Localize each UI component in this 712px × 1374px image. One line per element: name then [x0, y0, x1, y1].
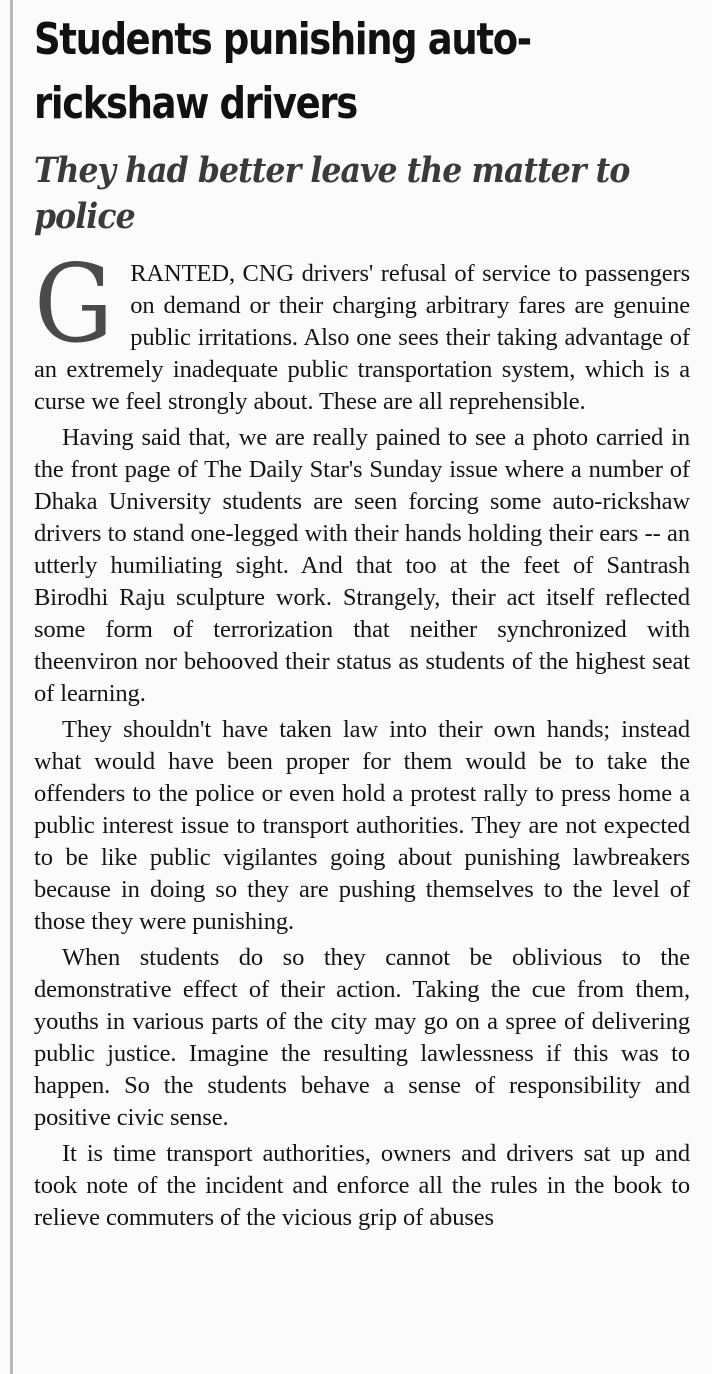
headline: Students punishing auto-rickshaw drivers	[34, 14, 531, 129]
paragraph-2: Having said that, we are really pained to see a photo carried in the front page of The Daily Star's Sunday issue where a number of Dhaka University students are seen forcing some auto-rickshaw drivers to stand one-legged with their hands holding their ears -- an utterly humiliating sight. And that too at the feet of Santrash Birodhi Raju sculpture work. Strangely, their act itself reflected some form of terrorization that neither synchronized with theenviron nor behooved their status as students of the highest seat of learning.	[34, 424, 690, 707]
article-body	[34, 242, 690, 1234]
paragraph-3: They shouldn't have taken law into their own hands; instead what would have been proper for them would be to take the offenders to the police or even hold a protest rally to press home a public interest issue to transport authorities. They are not expected to be like public vigilantes going about punishing lawbreakers because in doing so they are pushing themselves to the level of those they were punishing.	[34, 716, 690, 935]
paragraph-5: It is time transport authorities, owners and drivers sat up and took note of the incident and enforce all the rules in the book to relieve commuters of the vicious grip of abuses	[34, 1140, 690, 1231]
paragraph-1	[34, 242, 690, 418]
subheadline: They had better leave the matter to police	[34, 150, 630, 237]
column-rule	[10, 0, 13, 1374]
editorial-article	[34, 8, 690, 1238]
paragraph-1-text: RANTED, CNG drivers' refusal of service to passengers on demand or their charging arbitrary fares are genuine public irritations. Also one sees their taking advantage of an extremely inadequate public transportation system, which is a curse we feel strongly about. These are all reprehensible.	[34, 260, 690, 415]
paragraph-4: When students do so they cannot be oblivious to the demonstrative effect of their action. Taking the cue from them, youths in various parts of the city may go on a spree of delivering public justice. Imagine the resulting lawlessness if this was to happen. So the students behave a sense of responsibility and positive civic sense.	[34, 944, 690, 1131]
drop-cap: G	[34, 242, 114, 367]
